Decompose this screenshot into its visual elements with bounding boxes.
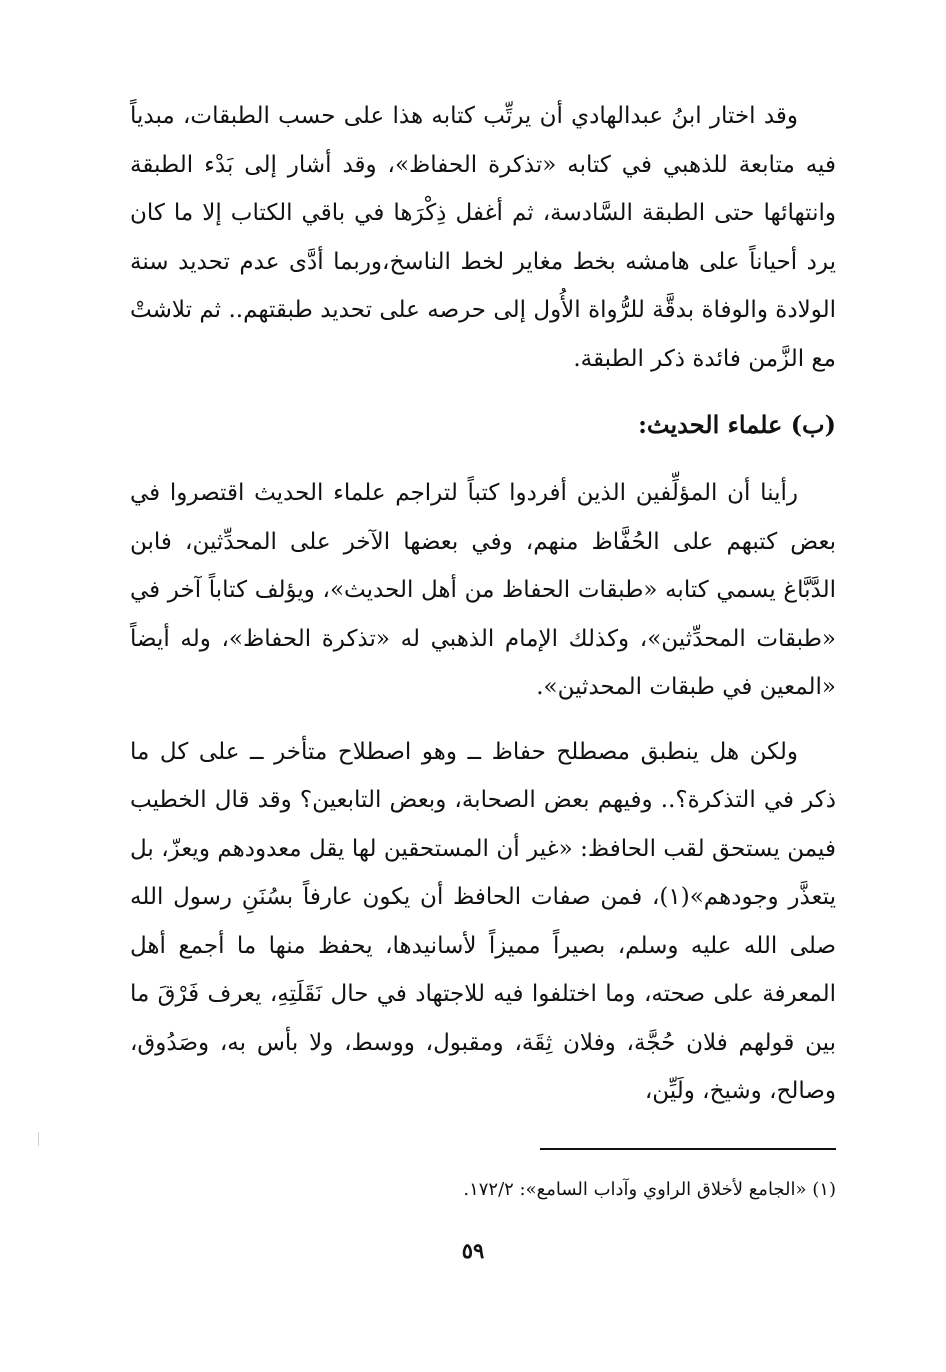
paragraph-tabaqat: وقد اختار ابنُ عبدالهادي أن يرتِّب كتابه هذا على حسب الطبقات، مبدياً فيه متابعة للذهبي في كتابه «تذكرة الحفاظ»، وقد أشار إلى بَدْء الطبقة وانتهائها حتى الطبقة السَّادسة، ثم أغفل ذِكْرَها في باقي الكتاب إلا ما كان يرد أحياناً على هامشه بخط مغاير لخط الناسخ،وربما أدَّى عدم تحديد سنة الولادة والوفاة بدقَّة للرُّواة الأُول إلى حرصه على تحديد طبقتهم.. ثم تلاشتْ مع الزَّمن فائدة ذكر الطبقة.: [130, 103, 836, 372]
paragraph-huffaz-books: رأينا أن المؤلِّفين الذين أفردوا كتباً لتراجم علماء الحديث اقتصروا في بعض كتبهم على الحُفَّاظ منهم، وفي بعضها الآخر على المحدِّثين، فابن الدَّبَّاغ يسمي كتابه «طبقات الحفاظ من أهل الحديث»، ويؤلف كتاباً آخر في «طبقات المحدِّثين»، وكذلك الإمام الذهبي له «تذكرة الحفاظ»، وله أيضاً «المعين في طبقات المحدثين».: [130, 480, 836, 700]
footnote-divider: [540, 1148, 836, 1150]
page-body: [130, 92, 836, 1116]
paragraph-hafiz-definition: ولكن هل ينطبق مصطلح حفاظ ــ وهو اصطلاح متأخر ــ على كل ما ذكر في التذكرة؟.. وفيهم بعض الصحابة، وبعض التابعين؟ وقد قال الخطيب فيمن يستحق لقب الحافظ: «غير أن المستحقين لها يقل معدودهم ويعزّ، بل يتعذَّر وجودهم»(١)، فمن صفات الحافظ أن يكون عارفاً بسُنَنِ رسول الله صلى الله عليه وسلم، بصيراً مميزاً لأسانيدها، يحفظ منها ما أجمع أهل المعرفة على صحته، وما اختلفوا فيه للاجتهاد في حال نَقَلَتِهِ، يعرف فَرْقَ ما بين قولهم فلان حُجَّة، وفلان ثِقَة، ومقبول، ووسط، ولا بأس به، وصَدُوق، وصالح، وشيخ، ولَيِّن،: [130, 738, 836, 1104]
section-heading: (ب) علماء الحديث:: [638, 410, 836, 439]
page-number: ٥٩: [461, 1238, 485, 1263]
footnote: (١) «الجامع لأخلاق الراوي وآداب السامع»: ١٧٢/٢.: [463, 1179, 836, 1200]
margin-mark: [38, 1132, 39, 1146]
